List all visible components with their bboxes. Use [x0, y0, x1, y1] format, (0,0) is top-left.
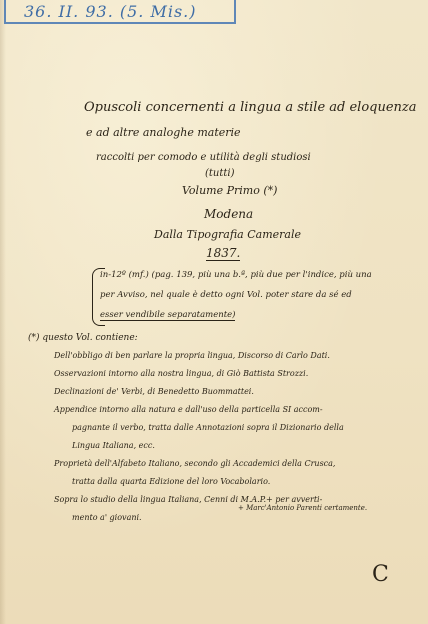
title-line-6: Modena: [204, 207, 254, 221]
title-line-1: Opuscoli concernenti a lingua a stile ad eloquenza: [84, 100, 417, 115]
title-line-2: e ad altre analoghe materie: [86, 126, 241, 139]
title-line-4: (tutti): [205, 168, 235, 179]
title-line-7: Dalla Tipografia Camerale: [154, 228, 301, 241]
contents-item: Dell'obbligo di ben parlare la propria lingua, Discorso di Carlo Dati.: [54, 351, 330, 360]
title-line-8-year: 1837.: [206, 246, 241, 260]
contents-item: Lingua Italiana, ecc.: [72, 441, 155, 450]
corner-mark: C: [372, 562, 389, 587]
archive-stamp: 36. II. 93. (5. Mis.): [4, 0, 236, 24]
title-line-5: Volume Primo (*): [182, 184, 278, 197]
contents-item: Sopra lo studio della lingua Italiana, Cenni di M.A.P.+ per avverti-: [54, 495, 323, 504]
contents-item: Appendice intorno alla natura e dall'uso della particella SI accom-: [54, 405, 323, 414]
contents-footnote: + Marc'Antonio Parenti certamente.: [238, 504, 368, 512]
contents-item: mento a' giovani.: [72, 513, 142, 522]
contents-item: tratta dalla quarta Edizione del loro Vocabolario.: [72, 477, 271, 486]
contents-header: (*) questo Vol. contiene:: [28, 333, 138, 343]
contents-item: pagnante il verbo, tratta dalle Annotazioni sopra il Dizionario della: [72, 423, 344, 432]
title-line-3: raccolti per comodo e utilità degli studiosi: [96, 152, 311, 163]
description-line-1: in-12º (mf.) (pag. 139, più una b.ª, più due per l'indice, più una: [100, 270, 372, 280]
contents-item: Osservazioni intorno alla nostra lingua, di Giò Battista Strozzi.: [54, 369, 309, 378]
page-edge-shadow: [0, 0, 6, 624]
description-line-2: per Avviso, nel quale è detto ogni Vol. poter stare da sé ed: [100, 290, 352, 300]
contents-item: Declinazioni de' Verbi, di Benedetto Buommattei.: [54, 387, 254, 396]
contents-item: Proprietà dell'Alfabeto Italiano, secondo gli Accademici della Crusca,: [54, 459, 336, 468]
description-line-3: esser vendibile separatamente): [100, 310, 236, 320]
